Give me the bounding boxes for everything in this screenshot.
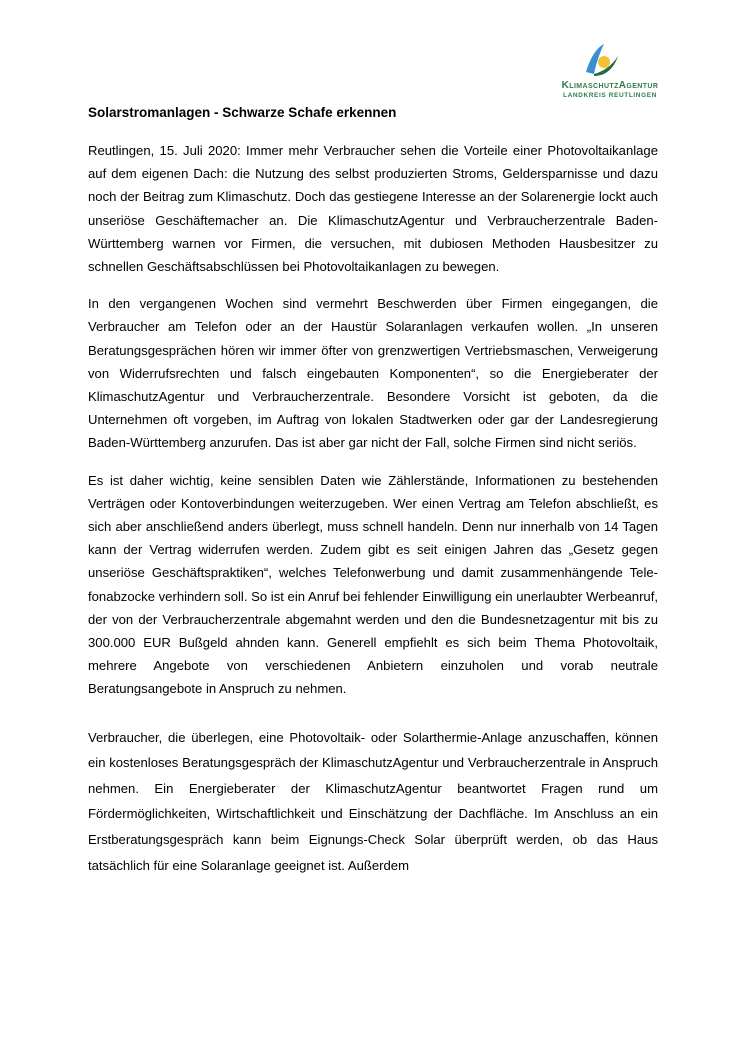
paragraph-consultation: Verbraucher, die überlegen, eine Photovoltaik- oder Solarthermie-Anlage anzuschaffen, können ein kostenloses Beratungsgespräch der KlimaschutzAgentur und Verbraucherzentrale in Anspruch nehmen. Ein Energieberater der KlimaschutzAgentur beantwortet Fragen rund um Fördermöglichkeiten, Wirtschaftlichkeit und Einschätzung der Dachfläche. Im Anschluss an ein Erstberatungsgespräch kann beim Eignungs-Check Solar überprüft werden, ob das Haus tatsächlich für eine Solaranlage geeignet ist. Außerdem (88, 729, 658, 873)
paragraph-advice: Es ist daher wichtig, keine sensiblen Daten wie Zählerstände, Informationen zu bestehenden Verträgen oder Kontoverbindungen weiterzugeben. Wer einen Vertrag am Telefon abschließt, es sich aber anschließend anders überlegt, muss schnell handeln. Denn nur innerhalb von 14 Tagen kann der Vertrag widerrufen werden. Zudem gibt es seit einigen Jahren das „Gesetz gegen unseriöse Geschäftspraktiken“, welches Telefonwerbung und damit zusammenhängende Tele-fonabzocke verhindern soll. So ist ein Anruf bei fehlender Einwilligung ein unerlaubter Werbeanruf, der von der Verbraucherzentrale abgemahnt werden und den die Bundesnetzagentur mit bis zu 300.000 EUR Bußgeld ahnden kann. Generell empfiehlt es sich beim Thema Photovoltaik, mehrere Angebote von verschiedenen Anbietern einzuholen und vorab neutrale Beratungsangebote in Anspruch zu nehmen. (88, 472, 658, 697)
klimaschutzagentur-logo (560, 42, 700, 100)
document-title: Solarstromanlagen - Schwarze Schafe erkennen (88, 105, 397, 120)
paragraph-complaints: In den vergangenen Wochen sind vermehrt Beschwerden über Firmen eingegangen, die Verbraucher am Telefon oder an der Haustür Solaranlagen verkaufen wollen. „In unseren Beratungsgesprächen hören wir immer öfter von grenzwertigen Vertriebsmaschen, Verweigerung von Widerrufsrechten und falsch eingebauten Komponenten“, so die Energieberater der KlimaschutzAgentur und Verbraucherzentrale. Besondere Vorsicht ist geboten, da die Unternehmen oft vorgeben, im Auftrag von lokalen Stadtwerken oder gar der Landesregierung Baden-Württemberg anzurufen. Das ist aber gar nicht der Fall, solche Firmen sind nicht seriös. (88, 296, 658, 451)
logo-title: KlimaschutzAgentur (561, 80, 659, 91)
logo-mark-icon (580, 42, 620, 80)
paragraph-intro: Reutlingen, 15. Juli 2020: Immer mehr Verbraucher sehen die Vorteile einer Photovoltaikanlage auf dem eigenen Dach: die Nutzung des selbst produzierten Stroms, Geldersparnisse und dazu noch der Beitrag zum Klimaschutz. Doch das gestiegene Interesse an der Solarenergie lockt auch unseriöse Geschäftemacher an. Die KlimaschutzAgentur und Verbraucherzentrale Baden-Württemberg warnen vor Firmen, die versuchen, mit dubiosen Methoden Hausbesitzer zu schnellen Geschäftsabschlüssen bei Photovoltaikanlagen zu bewegen. (88, 143, 658, 275)
logo-subtitle: LANDKREIS REUTLINGEN (563, 92, 657, 99)
document-body (88, 139, 658, 878)
